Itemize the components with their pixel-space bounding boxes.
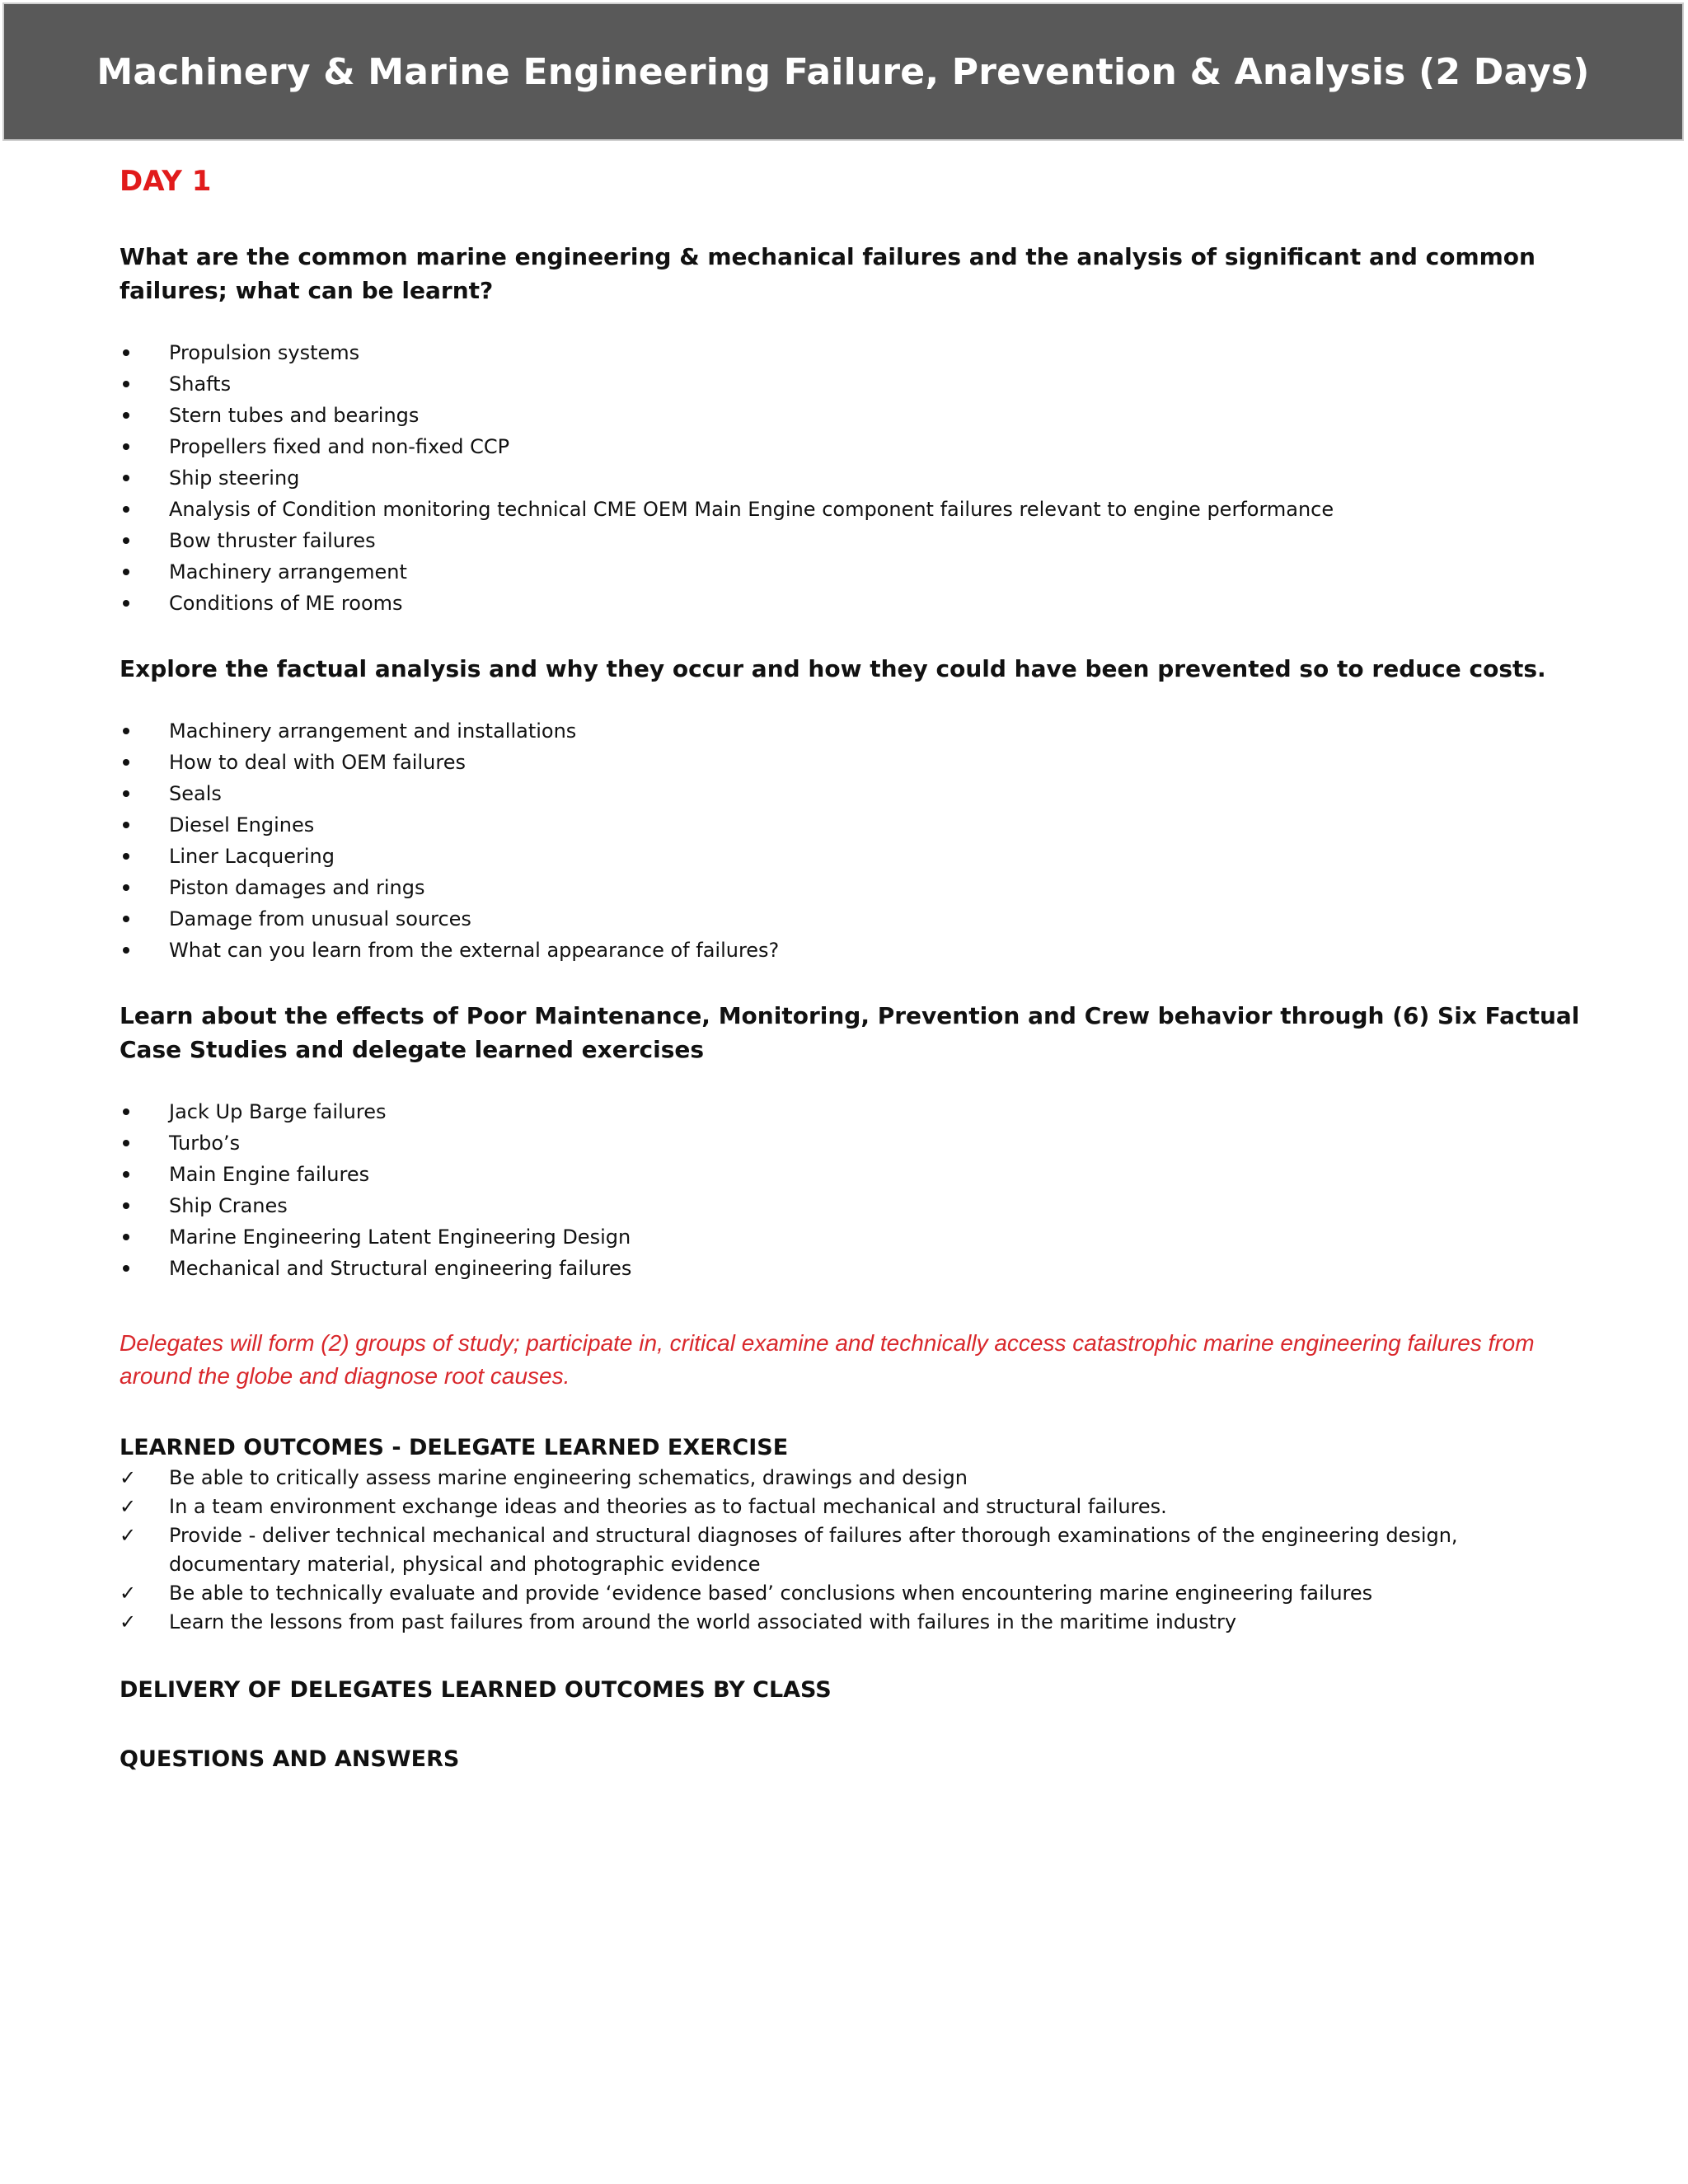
bullet-icon	[123, 759, 129, 766]
bullet-icon	[123, 349, 129, 356]
list-item	[120, 809, 1582, 841]
bullet-icon	[123, 916, 129, 922]
list-item	[120, 1190, 1582, 1221]
list-item	[120, 903, 1582, 935]
list-item-text: Mechanical and Structural engineering failures	[169, 1256, 632, 1280]
list-item	[120, 1253, 1582, 1284]
list-item-text: Diesel Engines	[169, 813, 315, 837]
checklist-item	[120, 1579, 1582, 1608]
document-title: Machinery & Marine Engineering Failure, Prevention & Analysis (2 Days)	[96, 50, 1590, 93]
bullet-icon	[123, 412, 129, 419]
checklist-item-text: Learn the lessons from past failures from around the world associated with failures in the maritime industry	[169, 1610, 1237, 1633]
list-item-text: What can you learn from the external appearance of failures?	[169, 938, 780, 962]
list-item	[120, 747, 1582, 778]
list-item	[120, 1159, 1582, 1190]
list-item-text: Bow thruster failures	[169, 528, 376, 552]
section-case-studies	[120, 999, 1582, 1284]
list-item	[120, 494, 1582, 525]
bullet-icon	[123, 1108, 129, 1115]
bullet-list	[120, 1096, 1582, 1284]
list-item	[120, 935, 1582, 966]
checklist	[120, 1464, 1582, 1637]
checkmark-icon: ✓	[120, 1523, 137, 1547]
list-item-text: Shafts	[169, 372, 232, 396]
bullet-icon	[123, 569, 129, 575]
list-item	[120, 715, 1582, 747]
list-item	[120, 337, 1582, 368]
section-heading: Learn about the effects of Poor Maintenance, Monitoring, Prevention and Crew behavior through (6) Six Factual Case Studies and delegate learned exercises	[120, 1001, 1580, 1063]
list-item-text: Jack Up Barge failures	[169, 1099, 387, 1123]
list-item-text: Marine Engineering Latent Engineering Design	[169, 1225, 631, 1249]
checklist-item	[120, 1608, 1582, 1637]
title-banner	[2, 2, 1684, 141]
list-item	[120, 1096, 1582, 1127]
checklist-item-text: Be able to critically assess marine engineering schematics, drawings and design	[169, 1465, 968, 1489]
list-item	[120, 1127, 1582, 1159]
bullet-icon	[123, 728, 129, 734]
checklist-item-text: Provide - deliver technical mechanical and structural diagnoses of failures after thorough examinations of the engineering design, documentary material, physical and photographic evidence	[169, 1523, 1458, 1576]
list-item-text: Seals	[169, 781, 222, 805]
checkmark-icon: ✓	[120, 1494, 137, 1518]
delegates-note: Delegates will form (2) groups of study; participate in, critical examine and technically access catastrophic marine engineering failures from around the globe and diagnose root causes.	[120, 1329, 1535, 1389]
list-item-text: Damage from unusual sources	[169, 907, 471, 930]
qa-heading: QUESTIONS AND ANSWERS	[120, 1746, 460, 1772]
list-item-text: Ship steering	[169, 466, 300, 490]
list-item	[120, 841, 1582, 872]
section-heading: Explore the factual analysis and why they occur and how they could have been prevented so to reduce costs.	[120, 654, 1546, 682]
section-learned-outcomes	[120, 1432, 1582, 1637]
list-item-text: Machinery arrangement	[169, 560, 407, 583]
list-item-text: Analysis of Condition monitoring technical CME OEM Main Engine component failures relevant to engine performance	[169, 497, 1334, 521]
checkmark-icon: ✓	[120, 1610, 137, 1633]
section-common-failures	[120, 240, 1582, 619]
bullet-icon	[123, 506, 129, 513]
list-item-text: Ship Cranes	[169, 1193, 288, 1217]
list-item	[120, 778, 1582, 809]
bullet-icon	[123, 600, 129, 607]
bullet-icon	[123, 1234, 129, 1240]
checklist-item-text: In a team environment exchange ideas and theories as to factual mechanical and structural failures.	[169, 1494, 1167, 1518]
bullet-icon	[123, 853, 129, 860]
list-item	[120, 556, 1582, 588]
bullet-icon	[123, 947, 129, 954]
bullet-icon	[123, 475, 129, 481]
bullet-list	[120, 715, 1582, 966]
bullet-icon	[123, 1265, 129, 1272]
section-heading: What are the common marine engineering & mechanical failures and the analysis of significant and common failures; what can be learnt?	[120, 242, 1536, 304]
bullet-icon	[123, 1140, 129, 1146]
bullet-icon	[123, 1171, 129, 1178]
list-item	[120, 462, 1582, 494]
list-item-text: Liner Lacquering	[169, 844, 335, 868]
list-item	[120, 588, 1582, 619]
checkmark-icon: ✓	[120, 1581, 137, 1605]
list-item-text: Machinery arrangement and installations	[169, 719, 577, 743]
checkmark-icon: ✓	[120, 1465, 137, 1489]
bullet-list	[120, 337, 1582, 619]
bullet-icon	[123, 443, 129, 450]
checklist-item	[120, 1464, 1582, 1493]
list-item-text: Propulsion systems	[169, 340, 360, 364]
outcomes-heading: LEARNED OUTCOMES - DELEGATE LEARNED EXERCISE	[120, 1434, 789, 1460]
list-item	[120, 431, 1582, 462]
document-body	[120, 165, 1582, 1813]
section-factual-analysis	[120, 652, 1582, 966]
bullet-icon	[123, 381, 129, 387]
list-item-text: Turbo’s	[169, 1131, 241, 1155]
list-item-text: How to deal with OEM failures	[169, 750, 466, 774]
bullet-icon	[123, 822, 129, 828]
list-item-text: Main Engine failures	[169, 1162, 370, 1186]
checklist-item	[120, 1521, 1582, 1579]
list-item	[120, 872, 1582, 903]
list-item	[120, 400, 1582, 431]
day-label: DAY 1	[120, 165, 212, 198]
delivery-heading: DELIVERY OF DELEGATES LEARNED OUTCOMES BY CLASS	[120, 1676, 832, 1703]
list-item	[120, 1221, 1582, 1253]
list-item-text: Piston damages and rings	[169, 875, 425, 899]
list-item	[120, 525, 1582, 556]
list-item	[120, 368, 1582, 400]
list-item-text: Stern tubes and bearings	[169, 403, 420, 427]
bullet-icon	[123, 537, 129, 544]
checklist-item-text: Be able to technically evaluate and provide ‘evidence based’ conclusions when encountering marine engineering failures	[169, 1581, 1373, 1605]
bullet-icon	[123, 884, 129, 891]
list-item-text: Propellers fixed and non-fixed CCP	[169, 434, 510, 458]
list-item-text: Conditions of ME rooms	[169, 591, 403, 615]
bullet-icon	[123, 790, 129, 797]
checklist-item	[120, 1493, 1582, 1521]
bullet-icon	[123, 1202, 129, 1209]
